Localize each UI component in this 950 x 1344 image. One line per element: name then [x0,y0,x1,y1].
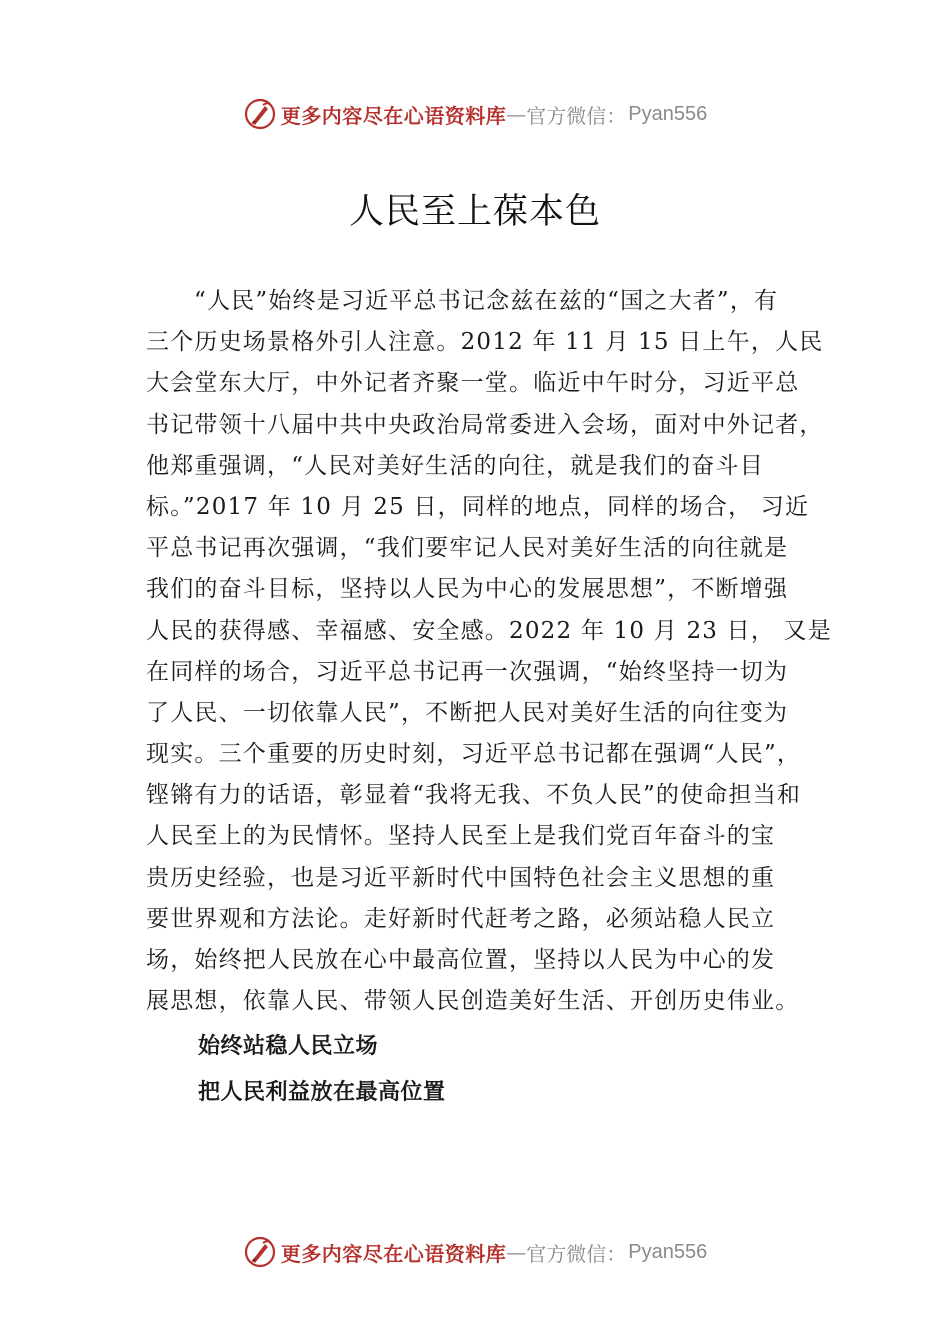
document-body [146,281,832,1113]
section-heading: 把人民利益放在最高位置 [198,1079,446,1105]
paragraph-line: 展思想，依靠人民、带领人民创造美好生活、开创历史伟业。 [146,988,800,1015]
banner-dash: — [506,102,527,126]
paragraph-line: 了人民、一切依靠人民”，不断把人民对美好生活的向往变为 [146,699,789,726]
banner-slogan: 更多内容尽在心语资料库 [280,103,507,128]
footer-banner [0,1232,950,1272]
header-banner [0,94,950,134]
paragraph-line: 贵历史经验，也是习近平新时代中国特色社会主义思想的重 [146,864,776,891]
document-title: 人民至上葆本色 [348,192,601,232]
paragraph-line: 三个历史场景格外引人注意。2012 年 11 月 15 日上午，人民 [146,329,824,356]
paragraph-line: 他郑重强调，“人民对美好生活的向往，就是我们的奋斗目 [146,452,764,479]
paragraph-line: 要世界观和方法论。走好新时代赶考之路，必须站稳人民立 [146,905,776,932]
banner-wechat-label: 官方微信： [526,1241,627,1266]
paragraph-line: 现实。三个重要的历史时刻，习近平总书记都在强调“人民”， [146,741,802,768]
pen-nib-logo-icon [243,1235,277,1269]
paragraph-line: 大会堂东大厅，中外记者齐聚一堂。临近中午时分，习近平总 [146,370,800,397]
banner-wechat-label: 官方微信： [526,103,627,128]
paragraph-line: 平总书记再次强调，“我们要牢记人民对美好生活的向往就是 [146,535,789,562]
banner-slogan: 更多内容尽在心语资料库 [280,1241,507,1266]
paragraph-line: 标。”2017 年 10 月 25 日，同样的地点，同样的场合， 习近 [146,493,810,520]
section-heading: 始终站稳人民立场 [198,1034,379,1060]
paragraph-line: “人民”始终是习近平总书记念兹在兹的“国之大者”，有 [194,288,779,314]
banner-wechat-id: Pyan556 [628,1240,708,1263]
paragraph-line: 场，始终把人民放在心中最高位置，坚持以人民为中心的发 [146,947,776,973]
paragraph-line: 我们的奋斗目标，坚持以人民为中心的发展思想”，不断增强 [146,576,789,603]
paragraph-line: 铿锵有力的话语，彰显着“我将无我、不负人民”的使命担当和 [146,782,802,809]
paragraph-line: 人民至上的为民情怀。坚持人民至上是我们党百年奋斗的宝 [146,823,776,850]
paragraph-line: 人民的获得感、幸福感、安全感。2022 年 10 月 23 日， 又是 [146,617,832,644]
banner-dash: — [506,1240,527,1264]
pen-nib-logo-icon [243,97,277,131]
paragraph-line: 在同样的场合，习近平总书记再一次强调，“始终坚持一切为 [146,658,789,685]
banner-wechat-id: Pyan556 [628,102,708,125]
paragraph-line: 书记带领十八届中共中央政治局常委进入会场，面对中外记者， [146,411,824,438]
